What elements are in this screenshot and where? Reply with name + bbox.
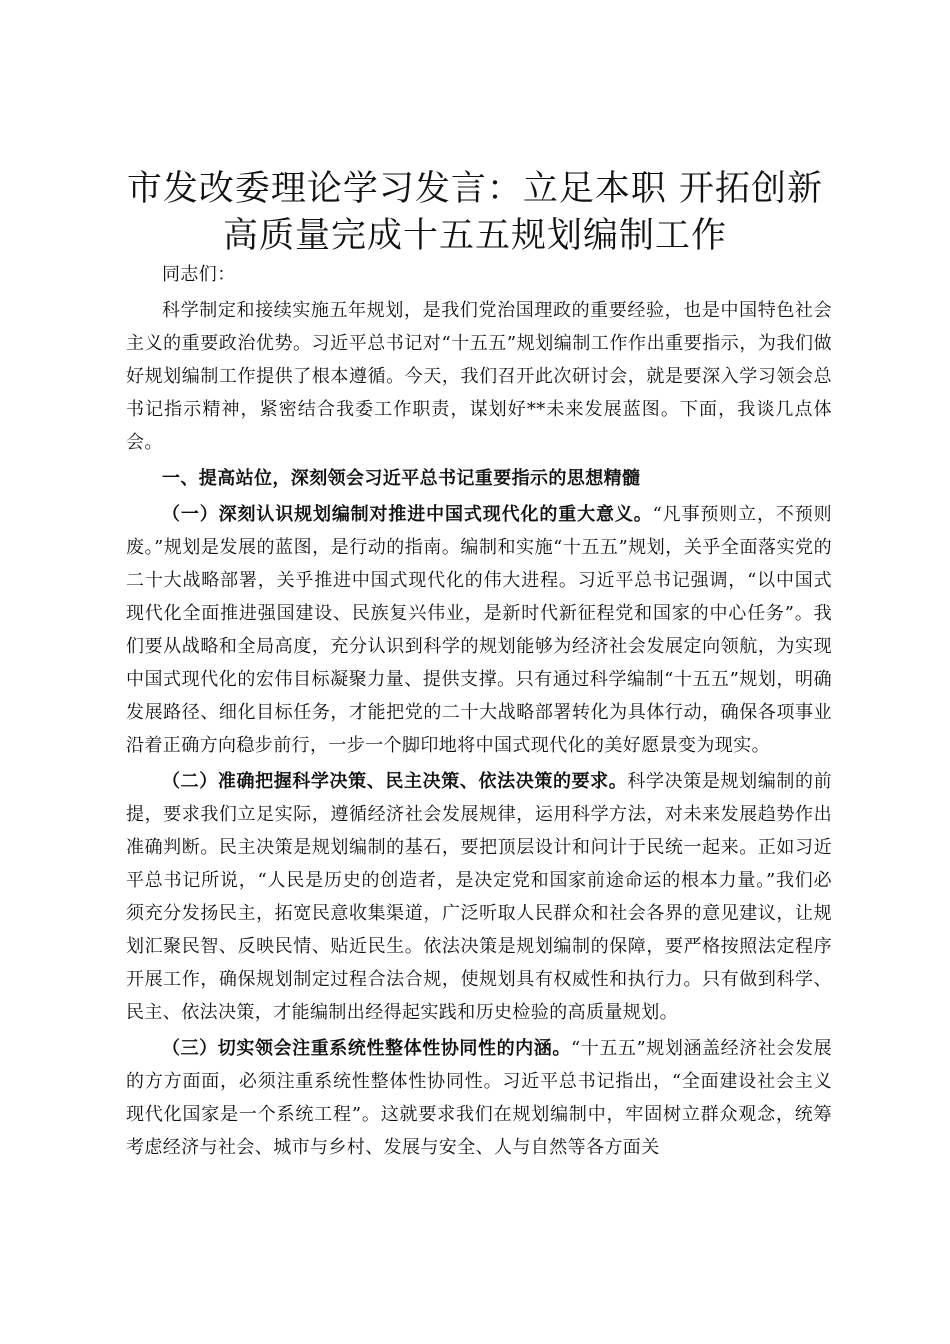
greeting: 同志们：: [162, 264, 236, 285]
document-title: [100, 166, 850, 260]
subsection-3-lead: （三）切实领会注重系统性整体性协同性的内涵。: [162, 1038, 571, 1059]
title-line-2: 高质量完成十五五规划编制工作: [222, 216, 727, 256]
subsection-3-text: “十五五”规划涵盖经济社会发展的方方面面，必须注重系统性整体性协同性。习近平总书记指出，“全面建设社会主义现代化国家是一个系统工程”。这就要求我们在规划编制中，牢固树立群众观念，统筹考虑经济与社会、城市与乡村、发展与安全、人与自然等各方面关: [126, 1038, 832, 1158]
subsection-3-paragraph: [126, 1032, 832, 1164]
document-body: [126, 258, 832, 1164]
title-line-1: 市发改委理论学习发言：立足本职 开拓创新: [126, 169, 824, 209]
intro-paragraph: 科学制定和接续实施五年规划，是我们党治国理政的重要经验，也是中国特色社会主义的重要政治优势。习近平总书记对“十五五”规划编制工作作出重要指示，为我们做好规划编制工作提供了根本遵循。今天，我们召开此次研讨会，就是要深入学习领会总书记指示精神，紧密结合我委工作职责，谋划好**未来发展蓝图。下面，我谈几点体会。: [126, 300, 832, 453]
subsection-1-lead: （一）深刻认识规划编制对推进中国式现代化的重大意义。: [162, 504, 653, 525]
subsection-2-paragraph: [126, 765, 832, 1029]
subsection-2-lead: （二）准确把握科学决策、民主决策、依法决策的要求。: [162, 771, 628, 792]
subsection-1-paragraph: [126, 498, 832, 762]
subsection-1-text: “凡事预则立，不预则废。”规划是发展的蓝图，是行动的指南。编制和实施“十五五”规划，关乎全面落实党的二十大战略部署，关乎推进中国式现代化的伟大进程。习近平总书记强调，“以中国式现代化全面推进强国建设、民族复兴伟业，是新时代新征程党和国家的中心任务”。我们要从战略和全局高度，充分认识到科学的规划能够为经济社会发展定向领航，为实现中国式现代化的宏伟目标凝聚力量、提供支撑。只有通过科学编制“十五五”规划，明确发展路径、细化目标任务，才能把党的二十大战略部署转化为具体行动，确保各项事业沿着正确方向稳步前行，一步一个脚印地将中国式现代化的美好愿景变为现实。: [126, 504, 832, 756]
subsection-2-text: 科学决策是规划编制的前提，要求我们立足实际，遵循经济社会发展规律，运用科学方法，对未来发展趋势作出准确判断。民主决策是规划编制的基石，要把顶层设计和问计于民统一起来。正如习近平总书记所说，“人民是历史的创造者，是决定党和国家前途命运的根本力量。”我们必须充分发扬民主，拓宽民意收集渠道，广泛听取人民群众和社会各界的意见建议，让规划汇聚民智、反映民情、贴近民生。依法决策是规划编制的保障，要严格按照法定程序开展工作，确保规划制定过程合法合规，使规划具有权威性和执行力。只有做到科学、民主、依法决策，才能编制出经得起实践和历史检验的高质量规划。: [126, 771, 832, 1023]
section-1-heading: 一、提高站位，深刻领会习近平总书记重要指示的思想精髓: [162, 468, 641, 489]
